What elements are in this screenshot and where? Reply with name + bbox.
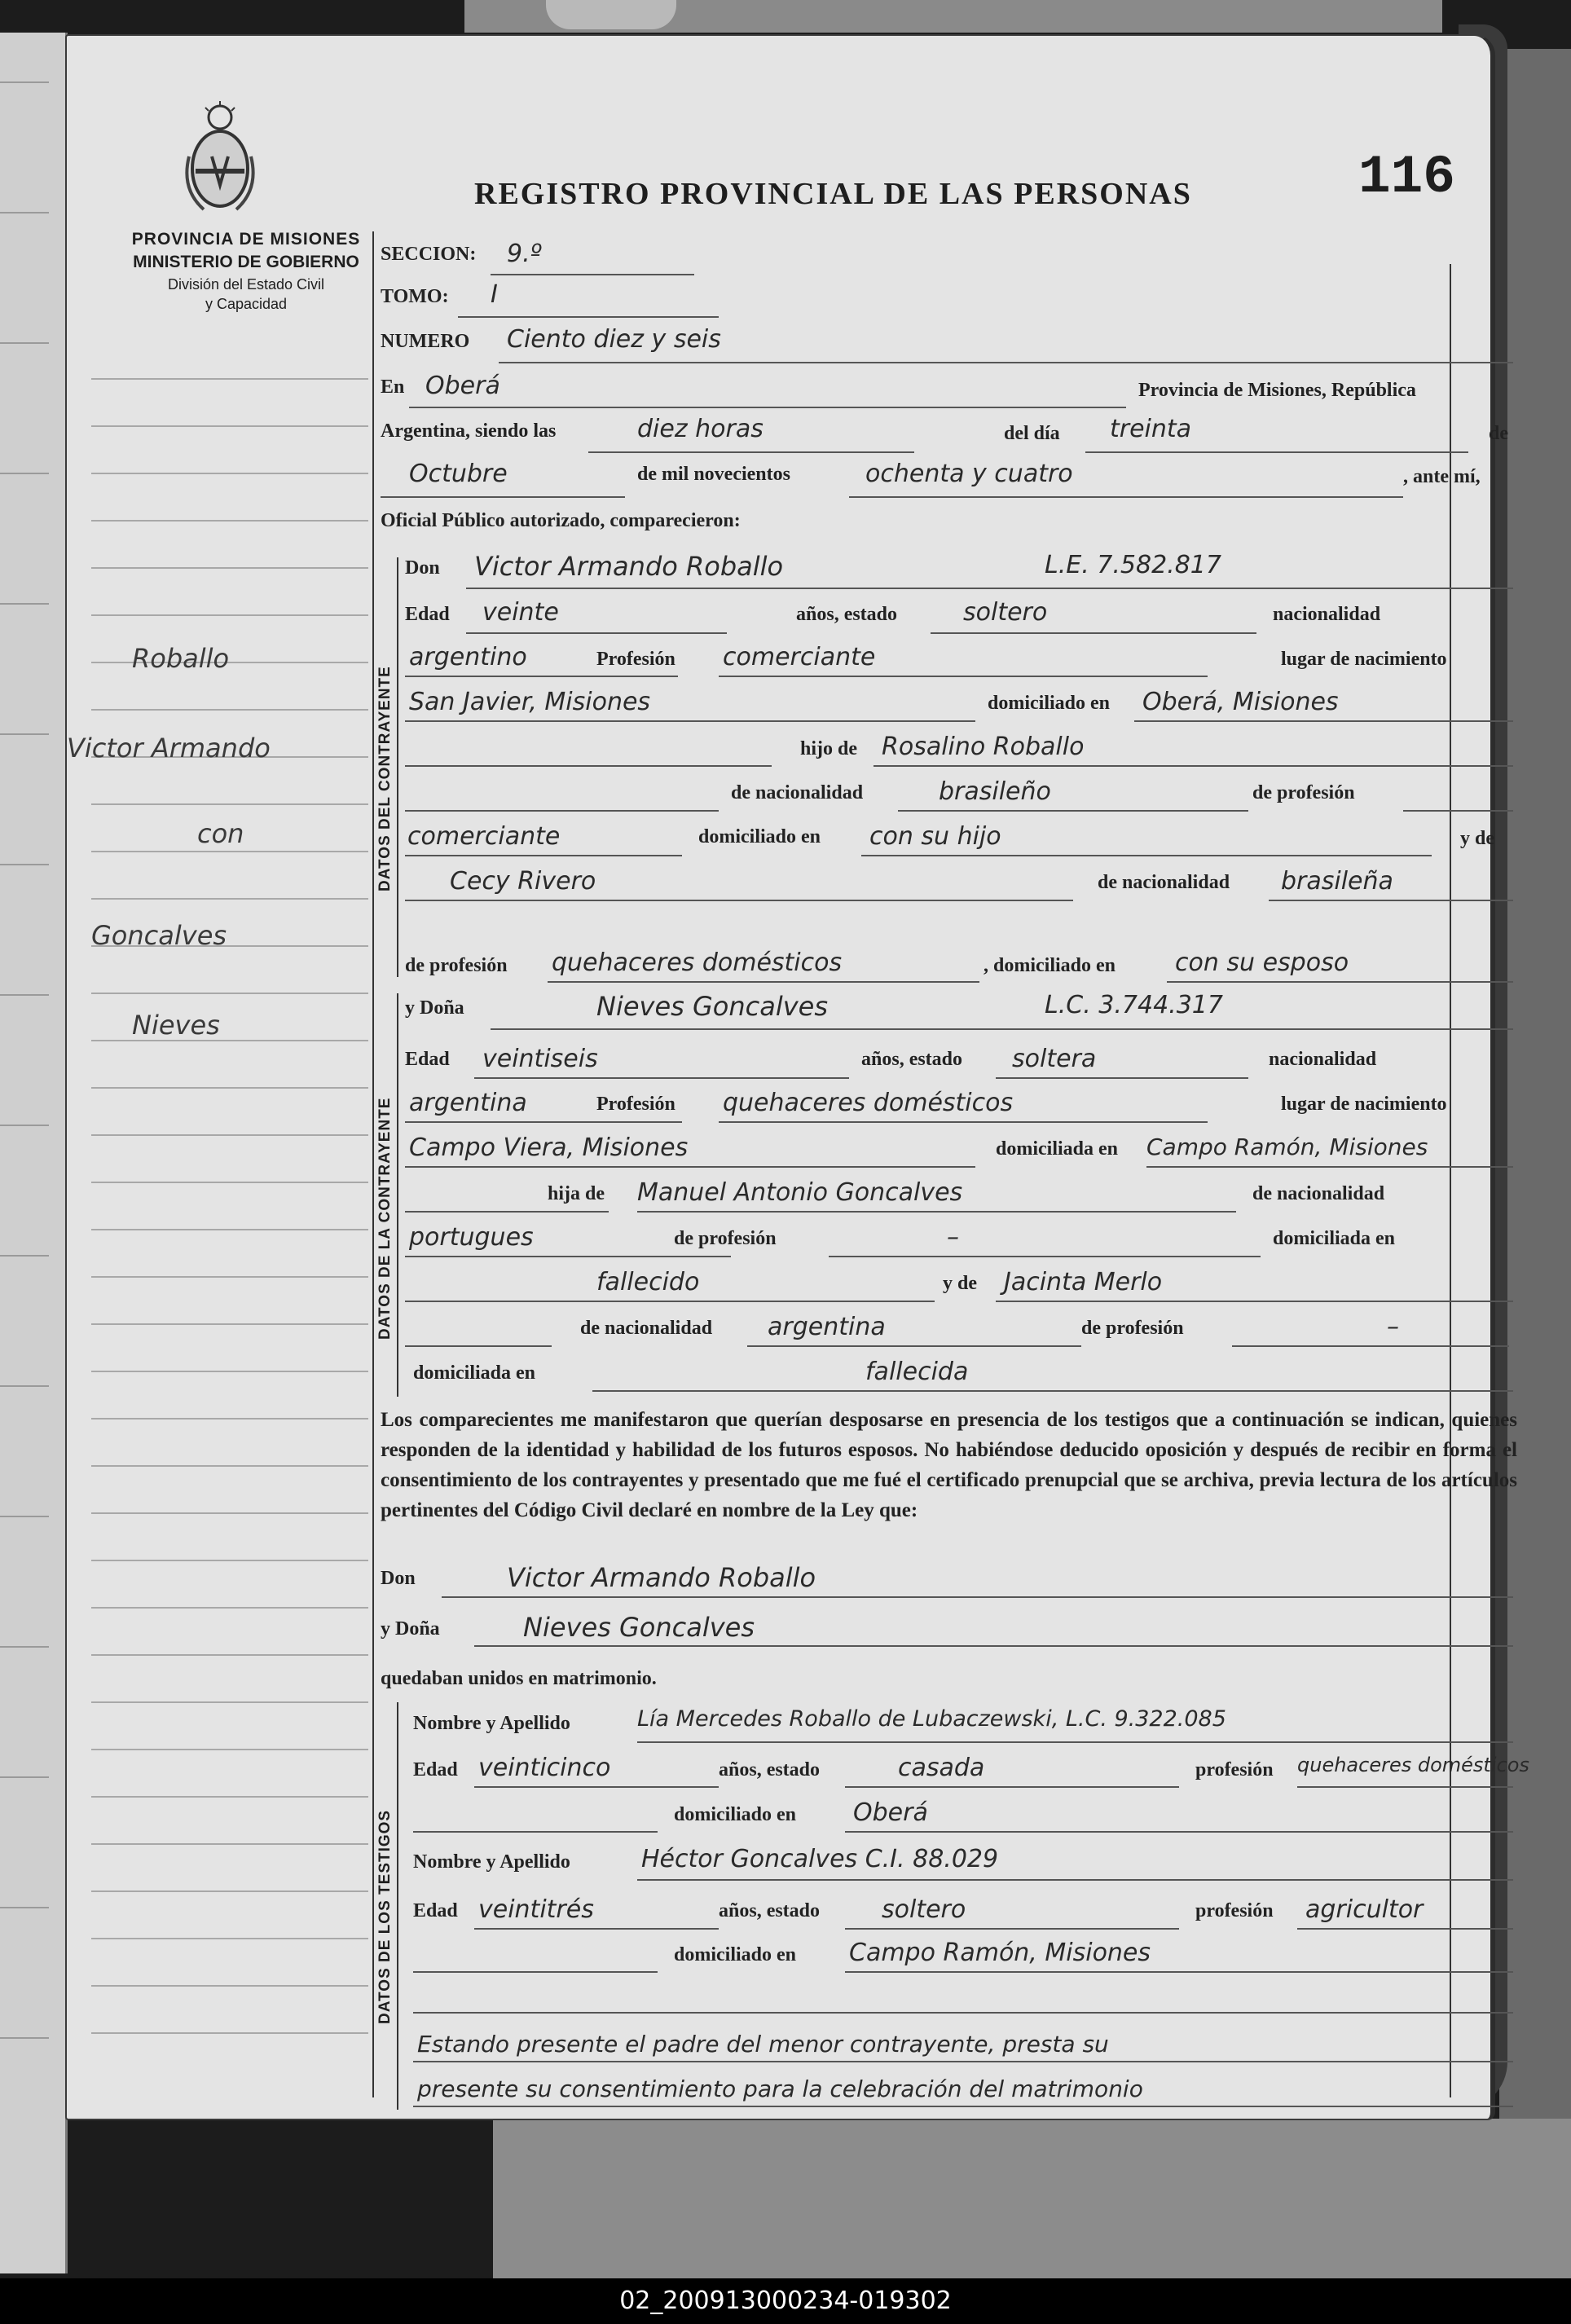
anos-estado-label: años, estado — [861, 1049, 963, 1070]
underline — [405, 900, 1073, 901]
edge-rule — [0, 603, 49, 605]
underline — [1269, 900, 1513, 901]
edad-label: Edad — [405, 604, 450, 625]
del-dia-label: del día — [1004, 423, 1060, 444]
edge-rule — [0, 1255, 49, 1257]
underline — [413, 1831, 658, 1833]
underline — [548, 981, 979, 983]
contrayenta-estado: soltera — [1012, 1045, 1097, 1073]
tomo-label: TOMO: — [381, 286, 449, 307]
underline — [474, 1077, 849, 1079]
declaration-dona-label: y Doña — [381, 1618, 440, 1640]
contrayenta-document: L.C. 3.744.317 — [1045, 991, 1223, 1019]
provincia-text: Provincia de Misiones, República — [1138, 380, 1416, 401]
underline — [1403, 810, 1513, 812]
contrayenta-edad: veintiseis — [482, 1045, 598, 1073]
padre-dom-label: domiciliado en — [698, 826, 821, 847]
scan-background-right — [1499, 49, 1571, 2265]
y-de-label: y de — [1460, 828, 1494, 849]
padre-prof-label: de profesión — [1252, 782, 1355, 803]
testigos-rule — [397, 1702, 398, 2110]
margin-note: con — [197, 818, 244, 849]
madre-nombre: Cecy Rivero — [450, 867, 596, 896]
note-line-2: presente su consentimiento para la celebración del matrimonio — [417, 2075, 1143, 2102]
edge-rule — [0, 1125, 49, 1126]
underline — [592, 1390, 1513, 1392]
underline — [405, 676, 678, 677]
contrayenta-nacionalidad: argentina — [409, 1089, 527, 1117]
book-top-edge — [464, 0, 1442, 33]
register-title: REGISTRO PROVINCIAL DE LAS PERSONAS — [474, 177, 1192, 211]
underline — [1146, 1166, 1513, 1168]
contrayenta-madre-profesion: – — [1387, 1313, 1399, 1341]
underline — [405, 810, 719, 812]
t1-prof-label: profesión — [1195, 1759, 1274, 1780]
margin-note: Roballo — [132, 643, 230, 674]
scan-background-bottom — [493, 2119, 1571, 2282]
madre-dom-label: domiciliada en — [413, 1362, 536, 1384]
edge-rule — [0, 2037, 49, 2039]
lugar-label: lugar de nacimiento — [1281, 1094, 1447, 1115]
de-label: de — [1489, 423, 1508, 444]
contrayenta-madre-domicilio: fallecida — [865, 1358, 969, 1386]
office-capacity: y Capacidad — [205, 295, 288, 312]
underline — [637, 1741, 1513, 1743]
contrayente-lugar: San Javier, Misiones — [409, 688, 651, 716]
declaration-don-value: Victor Armando Roballo — [507, 1562, 816, 1593]
testigo1-estado: casada — [898, 1754, 985, 1782]
edge-rule — [0, 864, 49, 865]
t2-dom-label: domiciliado en — [674, 1944, 797, 1965]
y-de-label: y de — [943, 1273, 977, 1294]
underline — [588, 451, 914, 453]
numero-label: NUMERO — [381, 331, 470, 352]
contrayenta-padre-nacionalidad: portugues — [409, 1223, 534, 1252]
edge-rule — [0, 1385, 49, 1387]
madre-nac-label: de nacionalidad — [1098, 872, 1230, 893]
hora-value: diez horas — [637, 415, 763, 443]
oficial-text: Oficial Público autorizado, comparecieron: — [381, 510, 741, 531]
hijo-label: hijo de — [800, 738, 858, 759]
page-number: 116 — [1358, 147, 1455, 208]
underline — [442, 1596, 1513, 1598]
underline — [1297, 1928, 1513, 1930]
underline — [405, 1211, 609, 1213]
contrayenta-profesion: quehaceres domésticos — [723, 1089, 1014, 1117]
testigos-section-label: DATOS DE LOS TESTIGOS — [376, 1809, 394, 2024]
underline — [996, 1301, 1513, 1302]
lugar-label: lugar de nacimiento — [1281, 649, 1447, 670]
contrayente-estado: soltero — [963, 598, 1048, 627]
padre-nac-label: de nacionalidad — [1252, 1183, 1385, 1204]
testigo1-profesion: quehaceres domésticos — [1297, 1754, 1529, 1776]
underline — [466, 632, 727, 634]
underline — [1232, 1345, 1509, 1347]
underline — [845, 1831, 1513, 1833]
en-value: Oberá — [425, 372, 500, 400]
underline — [405, 1121, 682, 1123]
t1-dom-label: domiciliado en — [674, 1804, 797, 1825]
madre-domicilio: con su esposo — [1175, 949, 1349, 977]
padre-domicilio: con su hijo — [869, 822, 1001, 851]
edge-rule — [0, 473, 49, 474]
contrayente-nacionalidad: argentino — [409, 643, 527, 671]
t2-estado-label: años, estado — [719, 1900, 821, 1921]
underline — [405, 855, 682, 856]
underline — [1134, 720, 1513, 722]
contrayenta-padre-domicilio: fallecido — [596, 1268, 700, 1296]
seccion-label: SECCION: — [381, 244, 477, 265]
testigo1-edad: veinticinco — [478, 1754, 611, 1782]
underline — [413, 2106, 1513, 2107]
edge-rule — [0, 733, 49, 735]
padre-nacionalidad: brasileño — [939, 777, 1051, 806]
t2-prof-label: profesión — [1195, 1900, 1274, 1921]
testigo1-domicilio: Oberá — [853, 1798, 928, 1827]
underline — [861, 855, 1432, 856]
underline — [381, 496, 625, 498]
underline — [491, 274, 694, 275]
contrayenta-section-label: DATOS DE LA CONTRAYENTE — [376, 1097, 394, 1340]
edge-rule — [0, 212, 49, 213]
contrayente-section-label: DATOS DEL CONTRAYENTE — [376, 666, 394, 891]
contrayente-name: Victor Armando Roballo — [474, 551, 784, 582]
underline — [474, 1645, 1513, 1647]
domiciliada-label: domiciliada en — [996, 1138, 1119, 1160]
t1-nombre-label: Nombre y Apellido — [413, 1713, 570, 1734]
mes-value: Octubre — [409, 460, 508, 488]
profesion-label: Profesión — [596, 649, 675, 670]
madre-nacionalidad: brasileña — [1281, 867, 1393, 896]
profesion-label: Profesión — [596, 1094, 675, 1115]
dia-value: treinta — [1110, 415, 1192, 443]
underline — [413, 2012, 1513, 2014]
domiciliado-label: domiciliado en — [988, 693, 1111, 714]
nacionalidad-label: nacionalidad — [1269, 1049, 1377, 1070]
madre-padre-nombre: Manuel Antonio Goncalves — [637, 1178, 963, 1207]
argentina-text: Argentina, siendo las — [381, 420, 557, 442]
underline — [719, 676, 1208, 677]
contrayente-rule — [397, 557, 398, 977]
register-page — [65, 34, 1529, 2120]
underline — [405, 1166, 975, 1168]
padre-nac-label: de nacionalidad — [731, 782, 864, 803]
office-ministry: MINISTERIO DE GOBIERNO — [133, 253, 359, 272]
edge-rule — [0, 1776, 49, 1778]
madre-prof-label: de profesión — [405, 955, 508, 976]
madre-nac-label: de nacionalidad — [580, 1318, 713, 1339]
padre-nombre: Rosalino Roballo — [882, 733, 1085, 761]
underline — [874, 765, 1513, 767]
book-top-blob — [546, 0, 676, 29]
underline — [405, 1345, 552, 1347]
underline — [405, 1301, 935, 1302]
contrayenta-lugar: Campo Viera, Misiones — [409, 1133, 689, 1162]
underline — [413, 1971, 658, 1973]
underline — [719, 1121, 1208, 1123]
underline — [1085, 451, 1468, 453]
margin-note: Nieves — [132, 1010, 220, 1041]
underline — [996, 1077, 1248, 1079]
testigo2-nombre: Héctor Goncalves C.I. 88.029 — [641, 1845, 999, 1873]
underline — [849, 496, 1403, 498]
hija-label: hija de — [548, 1183, 605, 1204]
madre-dom-label: , domiciliado en — [984, 955, 1116, 976]
underline — [474, 1786, 719, 1788]
tomo-value: I — [491, 280, 498, 309]
underline — [845, 1786, 1179, 1788]
office-division: División del Estado Civil — [167, 275, 325, 293]
underline — [829, 1256, 1261, 1257]
padre-profesion: comerciante — [407, 822, 561, 851]
contrayente-edad: veinte — [482, 598, 559, 627]
edge-rule — [0, 994, 49, 996]
underline — [898, 810, 1248, 812]
edge-rule — [0, 342, 49, 344]
underline — [1297, 1786, 1513, 1788]
margin-note: Goncalves — [91, 920, 227, 951]
t1-estado-label: años, estado — [719, 1759, 821, 1780]
numero-value: Ciento diez y seis — [507, 325, 721, 354]
t2-edad-label: Edad — [413, 1900, 458, 1921]
declaration-dona-value: Nieves Goncalves — [523, 1612, 755, 1643]
ante-label: , ante mí, — [1403, 466, 1481, 487]
nacionalidad-label: nacionalidad — [1273, 604, 1381, 625]
underline — [405, 720, 975, 722]
edge-rule — [0, 1646, 49, 1648]
dona-label: y Doña — [405, 997, 464, 1019]
underline — [491, 1028, 1513, 1030]
anio-value: ochenta y cuatro — [865, 460, 1073, 488]
underline — [458, 316, 719, 318]
testigo2-edad: veintitrés — [478, 1895, 594, 1924]
madre-profesion: quehaceres domésticos — [552, 949, 843, 977]
scan-identifier: 02_200913000234-019302 — [619, 2287, 952, 2315]
don-label: Don — [405, 557, 440, 579]
underline — [405, 765, 772, 767]
testigo2-profesion: agricultor — [1305, 1895, 1424, 1924]
madre-prof-label: de profesión — [1081, 1318, 1184, 1339]
mil-label: de mil novecientos — [637, 464, 790, 485]
contrayenta-name: Nieves Goncalves — [596, 991, 829, 1022]
t2-nombre-label: Nombre y Apellido — [413, 1851, 570, 1873]
note-line-1: Estando presente el padre del menor contrayente, presta su — [417, 2031, 1109, 2058]
edge-rule — [0, 81, 49, 83]
contrayenta-madre-nacionalidad: argentina — [768, 1313, 886, 1341]
underline — [931, 632, 1256, 634]
margin-note: Victor Armando — [67, 733, 271, 764]
testigo1-nombre: Lía Mercedes Roballo de Lubaczewski, L.C. 9.322.085 — [637, 1706, 1226, 1732]
unidos-text: quedaban unidos en matrimonio. — [381, 1668, 657, 1689]
edge-rule — [0, 1516, 49, 1517]
contrayente-document: L.E. 7.582.817 — [1045, 551, 1221, 579]
underline — [409, 407, 1126, 408]
underline — [413, 2061, 1513, 2062]
padre-prof-label: de profesión — [674, 1228, 777, 1249]
declaration-paragraph: Los comparecientes me manifestaron que querían desposarse en presencia de los testigos que a continuación se indican, quienes responden de la identidad y habilidad de los futuros esposos. No habiéndose deducido oposición y después de recibir en forma el consentimiento de los contrayentes y presentado que me fué el certificado prenupcial que se archiva, previa lectura de los artículos pertinentes del Código Civil declaré en nombre de la Ley que: — [381, 1409, 1517, 1521]
underline — [637, 1211, 1236, 1213]
contrayente-rule — [397, 993, 398, 1397]
contrayenta-padre-profesion: – — [947, 1223, 959, 1252]
underline — [474, 1928, 719, 1930]
anos-estado-label: años, estado — [796, 604, 898, 625]
underline — [499, 362, 1513, 363]
underline — [1167, 981, 1513, 983]
left-page-edge — [0, 33, 68, 2273]
t1-edad-label: Edad — [413, 1759, 458, 1780]
edge-rule — [0, 1907, 49, 1908]
contrayente-profesion: comerciante — [723, 643, 876, 671]
office-province: PROVINCIA DE MISIONES — [131, 230, 361, 249]
edad-label: Edad — [405, 1049, 450, 1070]
marriage-record-form — [67, 36, 1529, 2122]
underline — [845, 1971, 1513, 1973]
contrayente-domicilio: Oberá, Misiones — [1142, 688, 1339, 716]
underline — [845, 1928, 1179, 1930]
underline — [405, 1256, 731, 1257]
testigo2-estado: soltero — [882, 1895, 966, 1924]
padre-dom-label: domiciliada en — [1273, 1228, 1396, 1249]
declaration-don-label: Don — [381, 1568, 416, 1589]
underline — [637, 1879, 1513, 1881]
testigo2-domicilio: Campo Ramón, Misiones — [849, 1939, 1151, 1967]
underline — [466, 588, 1513, 589]
contrayenta-domicilio: Campo Ramón, Misiones — [1146, 1133, 1428, 1160]
en-label: En — [381, 376, 405, 398]
underline — [747, 1345, 1081, 1347]
contrayenta-madre-nombre: Jacinta Merlo — [1004, 1268, 1163, 1296]
seccion-value: 9.º — [507, 240, 542, 268]
